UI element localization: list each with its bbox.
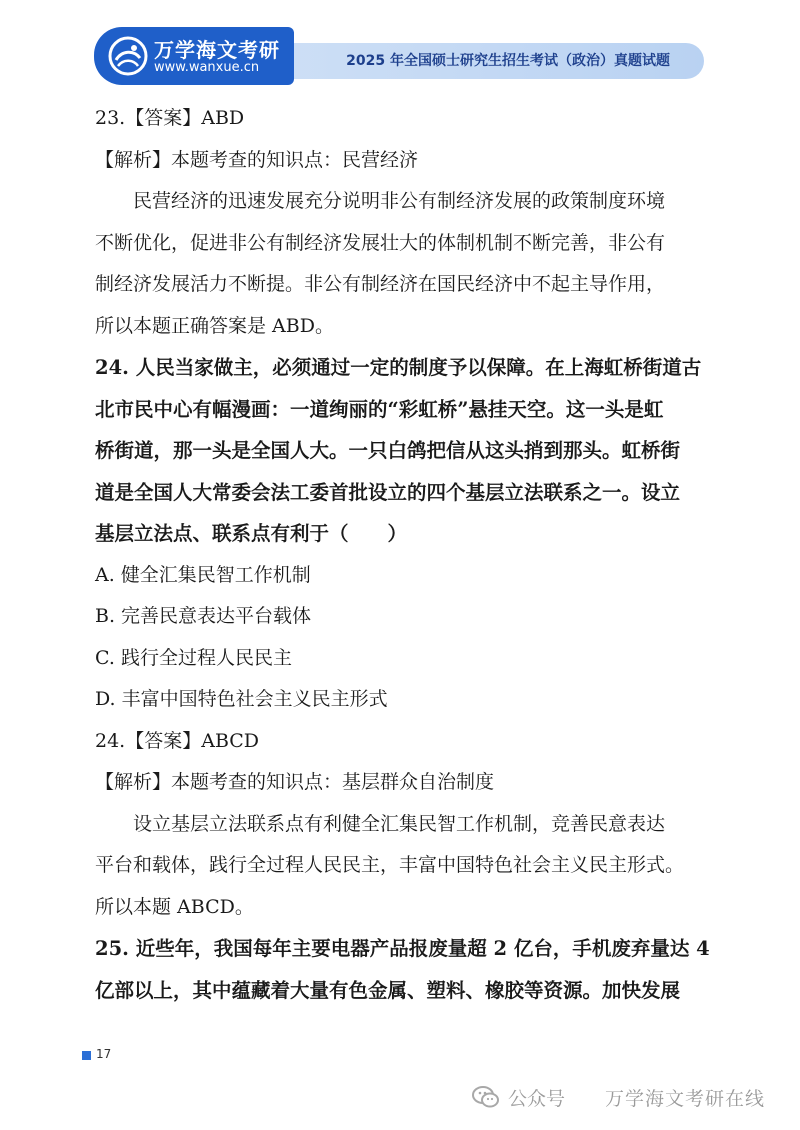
text-line: 所以本题 ABCD。 (95, 895, 254, 918)
document-body (95, 98, 715, 1011)
text-line: A. 健全汇集民智工作机制 (95, 563, 311, 586)
text-line: 设立基层立法联系点有利健全汇集民智工作机制，竞善民意表达 (133, 812, 666, 835)
wechat-account-name: 万学海文考研在线 (605, 1087, 766, 1110)
text-line: 23.【答案】ABD (95, 107, 245, 129)
page-number: 17 (96, 1047, 112, 1061)
logo-url: www.wanxue.cn (154, 60, 260, 75)
question-line: 道是全国人大常委会法工委首批设立的四个基层立法联系之一。设立 (95, 480, 681, 504)
text-line: 所以本题正确答案是 ABD。 (95, 314, 334, 337)
text-line: 民营经济的迅速发展充分说明非公有制经济发展的政策制度环境 (133, 190, 666, 212)
logo-name: 万学海文考研 (154, 38, 280, 62)
text-line: D. 丰富中国特色社会主义民主形式 (95, 688, 388, 710)
question-line: 25. 近些年，我国每年主要电器产品报废量超 2 亿台，手机废弃量达 4 (95, 937, 710, 960)
text-line: B. 完善民意表达平台载体 (95, 605, 312, 627)
question-line: 亿部以上，其中蕴藏着大量有色金属、塑料、橡胶等资源。加快发展 (95, 978, 681, 1002)
text-line: 【解析】本题考查的知识点：民营经济 (95, 148, 419, 171)
question-line: 基层立法点、联系点有利于（ ） (95, 522, 408, 545)
page-number-marker (82, 1051, 91, 1060)
wechat-icon (472, 1085, 500, 1109)
text-line: 不断优化，促进非公有制经济发展壮大的体制机制不断完善，非公有 (95, 231, 666, 254)
question-line: 24. 人民当家做主，必须通过一定的制度予以保障。在上海虹桥街道古 (95, 356, 702, 379)
wechat-watermark (472, 1082, 765, 1112)
text-line: C. 践行全过程人民民主 (95, 646, 292, 669)
text-line: 平台和载体，践行全过程人民民主，丰富中国特色社会主义民主形式。 (95, 854, 685, 876)
question-line: 桥街道，那一头是全国人大。一只白鸽把信从这头捎到那头。虹桥街 (95, 439, 681, 462)
exam-title: 2025 年全国硕士研究生招生考试（政治）真题试题 (346, 53, 670, 69)
text-line: 24.【答案】ABCD (95, 729, 260, 752)
text-line: 【解析】本题考查的知识点：基层群众自治制度 (95, 771, 495, 793)
text-line: 制经济发展活力不断提。非公有制经济在国民经济中不起主导作用， (95, 273, 666, 295)
question-line: 北市民中心有幅漫画：一道绚丽的“彩虹桥”悬挂天空。这一头是虹 (95, 397, 664, 421)
brand-logo (94, 27, 294, 85)
page-header (94, 27, 706, 85)
wechat-label: 公众号 (508, 1087, 566, 1110)
wanxue-logo-icon (108, 36, 148, 76)
